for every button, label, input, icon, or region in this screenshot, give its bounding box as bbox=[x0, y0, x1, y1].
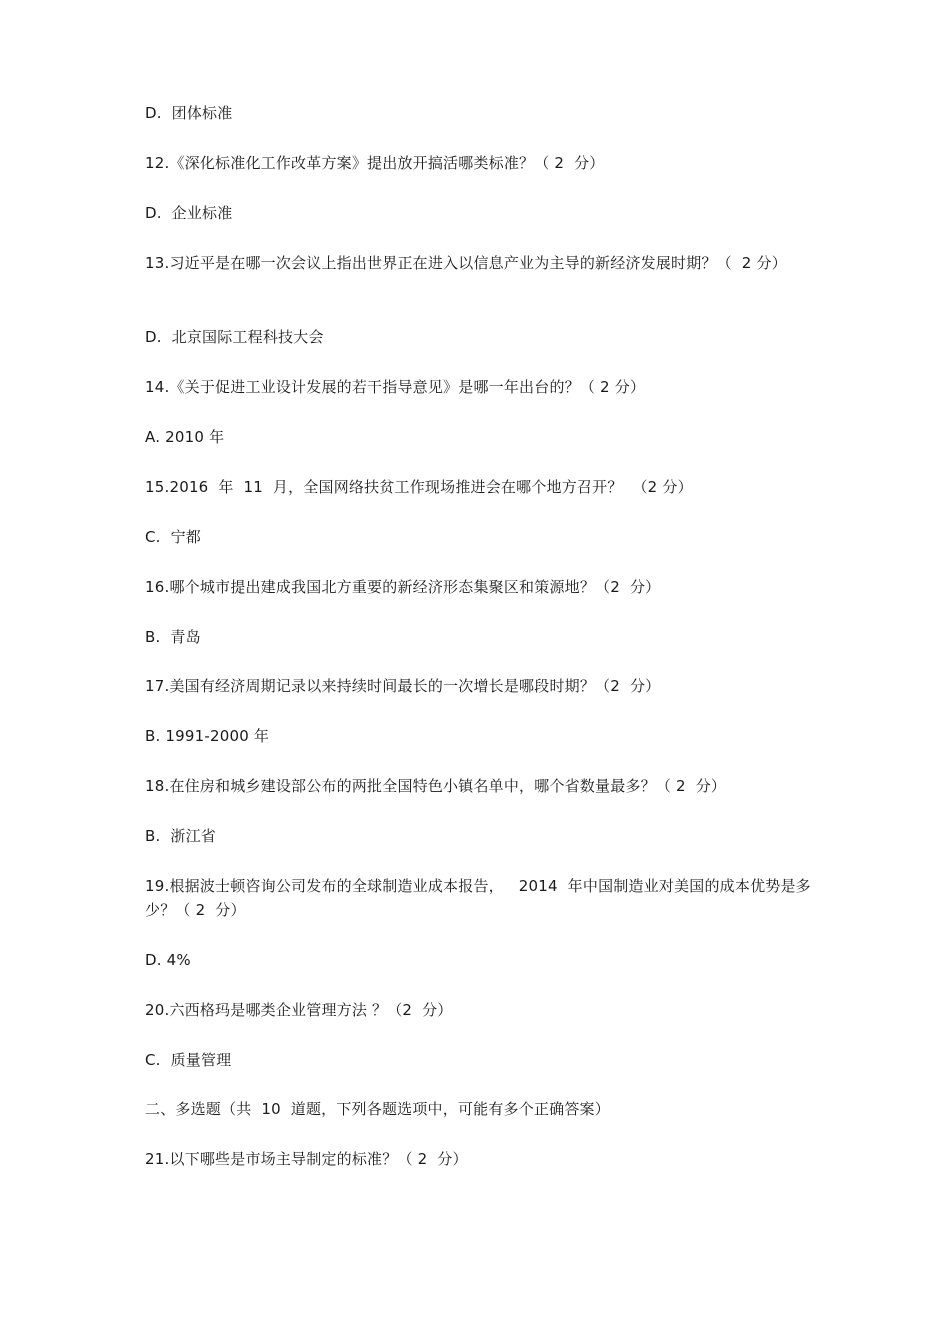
question-line: 15.2016 年 11 月，全国网络扶贫工作现场推进会在哪个地方召开？ （2 分） bbox=[145, 478, 693, 496]
answer-line: D. 北京国际工程科技大会 bbox=[145, 328, 324, 346]
section-heading: 二、多选题（共 10 道题，下列各题选项中，可能有多个正确答案） bbox=[145, 1100, 610, 1118]
question-line: 19.根据波士顿咨询公司发布的全球制造业成本报告， 2014 年中国制造业对美国的成本优势是多少？（ 2 分） bbox=[145, 877, 811, 919]
question-line: 14.《关于促进工业设计发展的若干指导意见》是哪一年出台的？（ 2 分） bbox=[145, 378, 646, 396]
answer-line: C. 宁都 bbox=[145, 528, 201, 546]
question-line: 21.以下哪些是市场主导制定的标准？（ 2 分） bbox=[145, 1150, 468, 1168]
answer-line: C. 质量管理 bbox=[145, 1051, 232, 1069]
question-line: 18.在住房和城乡建设部公布的两批全国特色小镇名单中，哪个省数量最多？（ 2 分） bbox=[145, 777, 727, 795]
answer-line: A. 2010 年 bbox=[145, 428, 225, 446]
answer-line: B. 浙江省 bbox=[145, 827, 216, 845]
answer-line: D. 4% bbox=[145, 951, 191, 969]
answer-line: D. 企业标准 bbox=[145, 204, 233, 222]
answer-line: D. 团体标准 bbox=[145, 104, 233, 122]
question-line: 13.习近平是在哪一次会议上指出世界正在进入以信息产业为主导的新经济发展时期？（ 2 分） bbox=[145, 254, 787, 272]
question-line: 20.六西格玛是哪类企业管理方法 ？（2 分） bbox=[145, 1001, 453, 1019]
question-line: 17.美国有经济周期记录以来持续时间最长的一次增长是哪段时期？（2 分） bbox=[145, 677, 661, 695]
answer-line: B. 1991-2000 年 bbox=[145, 727, 270, 745]
answer-line: B. 青岛 bbox=[145, 628, 201, 646]
question-line: 16.哪个城市提出建成我国北方重要的新经济形态集聚区和策源地？（2 分） bbox=[145, 578, 661, 596]
question-line: 12.《深化标准化工作改革方案》提出放开搞活哪类标准？（ 2 分） bbox=[145, 154, 605, 172]
